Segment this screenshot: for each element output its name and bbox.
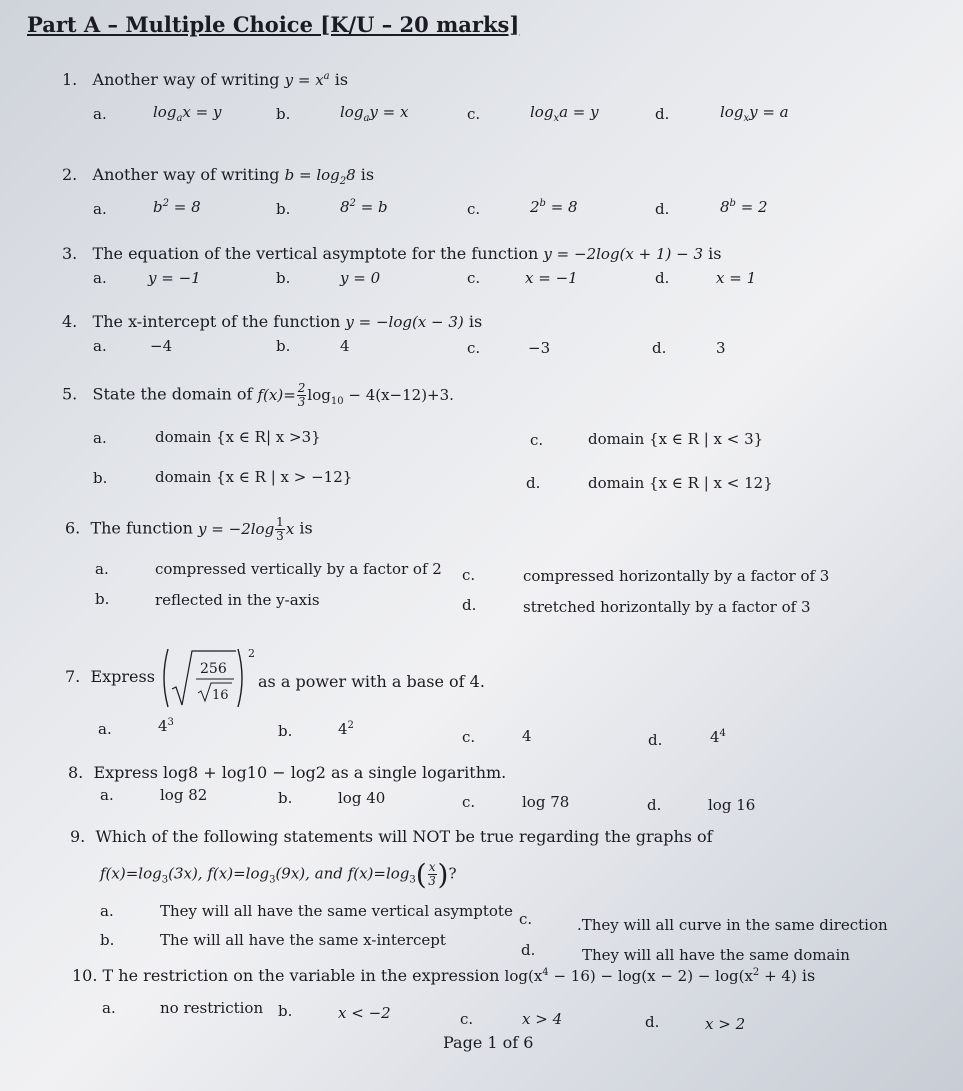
option-a[interactable]: compressed vertically by a factor of 2 <box>155 560 442 578</box>
question-4 <box>62 312 482 331</box>
question-3 <box>62 244 721 263</box>
option-c[interactable]: 4 <box>522 727 532 745</box>
option-a[interactable]: They will all have the same vertical asymptote <box>160 902 513 920</box>
option-c[interactable]: .They will all curve in the same direction <box>577 916 888 934</box>
option-label-d: d. <box>652 339 667 357</box>
question-expression: $y = x^a$ <box>284 71 330 89</box>
option-a[interactable]: no restriction <box>160 999 264 1017</box>
option-b[interactable]: reflected in the y-axis <box>155 591 320 609</box>
option-b[interactable]: domain {x ∈ R | x > −12} <box>155 468 353 486</box>
option-label-b: b. <box>276 200 291 218</box>
option-label-c: c. <box>467 339 481 357</box>
option-d[interactable]: $4^4$ <box>710 728 726 746</box>
option-d[interactable]: stretched horizontally by a factor of 3 <box>523 598 811 616</box>
option-b[interactable]: $4^2$ <box>338 720 354 738</box>
option-a[interactable]: $b^2 = 8$ <box>153 198 201 216</box>
question-7-suffix: as a power with a base of 4. <box>258 672 485 691</box>
page-number: Page 1 of 6 <box>443 1033 534 1052</box>
question-expression: y = −2log(x + 1) − 3 <box>543 245 704 263</box>
option-label-a: a. <box>95 560 109 578</box>
question-suffix: is <box>468 312 483 331</box>
option-d[interactable]: They will all have the same domain <box>582 946 850 964</box>
question-suffix: is <box>360 165 375 184</box>
option-label-a: a. <box>93 429 107 447</box>
question-9-functions: $f(x)=\log_3(3x)$, $f(x)=\log_3(9x)$, and $f(x)=\log_3$( $\frac{x}{3}$ )? <box>100 858 457 891</box>
question-text: T he restriction on the variable in the expression <box>102 966 500 985</box>
question-text: Which of the following statements will NOT be true regarding the graphs of <box>95 827 713 846</box>
option-label-c: c. <box>460 1010 474 1028</box>
option-label-b: b. <box>95 590 110 608</box>
option-c[interactable]: $\log_xa = y$ <box>530 103 599 124</box>
option-d[interactable]: $\log_xy = a$ <box>720 103 789 124</box>
question-7-number: 7. Express <box>65 667 155 686</box>
question-suffix: is <box>299 518 313 538</box>
option-label-c: c. <box>462 793 476 811</box>
option-label-d: d. <box>521 941 536 959</box>
option-label-a: a. <box>100 902 114 920</box>
radical-expression <box>158 645 258 711</box>
question-expression: f(x)= $\frac{2}{3}$ $\log_{10} - 4(x-12)+3$. <box>257 381 454 409</box>
question-1 <box>62 70 348 89</box>
option-label-d: d. <box>526 474 541 492</box>
option-d[interactable]: x > 2 <box>705 1015 746 1033</box>
option-c[interactable]: −3 <box>528 339 551 357</box>
option-a[interactable]: log 82 <box>160 786 208 804</box>
option-label-b: b. <box>278 722 293 740</box>
question-suffix: is <box>801 966 816 985</box>
option-label-a: a. <box>102 999 116 1017</box>
question-8 <box>68 763 506 782</box>
question-text: Another way of writing <box>92 165 280 184</box>
option-label-c: c. <box>462 566 476 584</box>
question-text: Express <box>93 763 158 782</box>
denominator: 16 <box>212 688 229 703</box>
numerator: 256 <box>200 661 227 677</box>
question-suffix: is <box>334 70 349 89</box>
question-10 <box>72 966 815 985</box>
option-label-b: b. <box>100 931 115 949</box>
option-label-c: c. <box>467 105 481 123</box>
question-number: 9. <box>70 827 86 846</box>
option-a[interactable]: −4 <box>150 337 173 355</box>
question-number: 2. <box>62 165 78 184</box>
option-label-d: d. <box>655 105 670 123</box>
option-b[interactable]: The will all have the same x-intercept <box>160 931 446 949</box>
question-7-expression <box>158 645 258 715</box>
option-label-a: a. <box>93 269 107 287</box>
option-b[interactable]: $8^2 = b$ <box>340 198 388 216</box>
question-number: 5. <box>62 384 78 404</box>
option-label-a: a. <box>93 105 107 123</box>
question-expression: log8 + log10 − log2 <box>163 763 326 782</box>
option-label-d: d. <box>462 596 477 614</box>
option-label-b: b. <box>276 269 291 287</box>
option-label-c: c. <box>519 910 533 928</box>
question-text: The equation of the vertical asymptote for the function <box>92 244 539 263</box>
question-expression: y = −2log $\frac{1}{3}$ x <box>198 515 295 543</box>
option-label-d: d. <box>655 269 670 287</box>
question-number: 6. <box>65 518 81 538</box>
option-label-a: a. <box>98 720 112 738</box>
option-c[interactable]: domain {x ∈ R | x < 3} <box>588 430 764 448</box>
option-label-d: d. <box>647 796 662 814</box>
question-number: 1. <box>62 70 78 89</box>
question-6 <box>65 516 313 543</box>
question-expression: $b = \log_28$ <box>284 166 356 187</box>
option-d[interactable]: log 16 <box>708 796 756 814</box>
option-c[interactable]: compressed horizontally by a factor of 3 <box>523 567 830 585</box>
option-label-c: c. <box>467 269 481 287</box>
option-label-b: b. <box>276 105 291 123</box>
option-label-a: a. <box>93 200 107 218</box>
option-label-c: c. <box>530 431 544 449</box>
question-expression: $\log(x^4 - 16) - \log(x - 2) - \log(x^2 + 4)$ <box>504 967 797 985</box>
option-d[interactable]: x = 1 <box>716 269 757 287</box>
question-text: Another way of writing <box>92 70 280 89</box>
option-label-c: c. <box>467 200 481 218</box>
question-text: The function <box>90 518 193 538</box>
option-label-d: d. <box>645 1013 660 1031</box>
option-c[interactable]: x = −1 <box>525 269 578 287</box>
question-number: 10. <box>72 966 98 985</box>
question-text: The x-intercept of the function <box>92 312 341 331</box>
option-d[interactable]: $8^b = 2$ <box>720 198 768 216</box>
option-label-c: c. <box>462 728 476 746</box>
option-label-b: b. <box>278 789 293 807</box>
option-d[interactable]: 3 <box>716 339 726 357</box>
question-number: 8. <box>68 763 84 782</box>
option-label-a: a. <box>93 337 107 355</box>
question-2 <box>62 165 374 187</box>
option-b[interactable]: log 40 <box>338 789 386 807</box>
option-label-d: d. <box>655 200 670 218</box>
option-b[interactable]: y = 0 <box>340 269 381 287</box>
question-suffix: is <box>708 244 722 263</box>
option-a[interactable]: y = −1 <box>148 269 201 287</box>
option-d[interactable]: domain {x ∈ R | x < 12} <box>588 474 773 492</box>
page-title: Part A – Multiple Choice [K/U – 20 marks] <box>27 12 520 37</box>
option-b[interactable]: 4 <box>340 337 350 355</box>
option-label-d: d. <box>648 731 663 749</box>
question-expression: y = −log(x − 3) <box>345 313 464 331</box>
option-a[interactable]: domain {x ∈ R| x >3} <box>155 428 321 446</box>
option-c[interactable]: $2^b = 8$ <box>530 198 578 216</box>
question-number: 3. <box>62 244 78 263</box>
option-a[interactable]: $\log_ax = y$ <box>153 103 222 124</box>
question-text: State the domain of <box>92 384 253 404</box>
option-label-b: b. <box>276 337 291 355</box>
option-c[interactable]: log 78 <box>522 793 570 811</box>
question-suffix: as a single logarithm. <box>330 763 507 782</box>
option-a[interactable]: $4^3$ <box>158 717 174 735</box>
option-label-a: a. <box>100 786 114 804</box>
option-b[interactable]: x < −2 <box>338 1004 391 1022</box>
question-9 <box>70 827 713 846</box>
question-5 <box>62 382 454 409</box>
option-label-b: b. <box>278 1002 293 1020</box>
question-number: 4. <box>62 312 78 331</box>
option-label-b: b. <box>93 469 108 487</box>
option-c[interactable]: x > 4 <box>522 1010 563 1028</box>
option-b[interactable]: $\log_ay = x$ <box>340 103 409 124</box>
exponent: 2 <box>248 647 255 660</box>
